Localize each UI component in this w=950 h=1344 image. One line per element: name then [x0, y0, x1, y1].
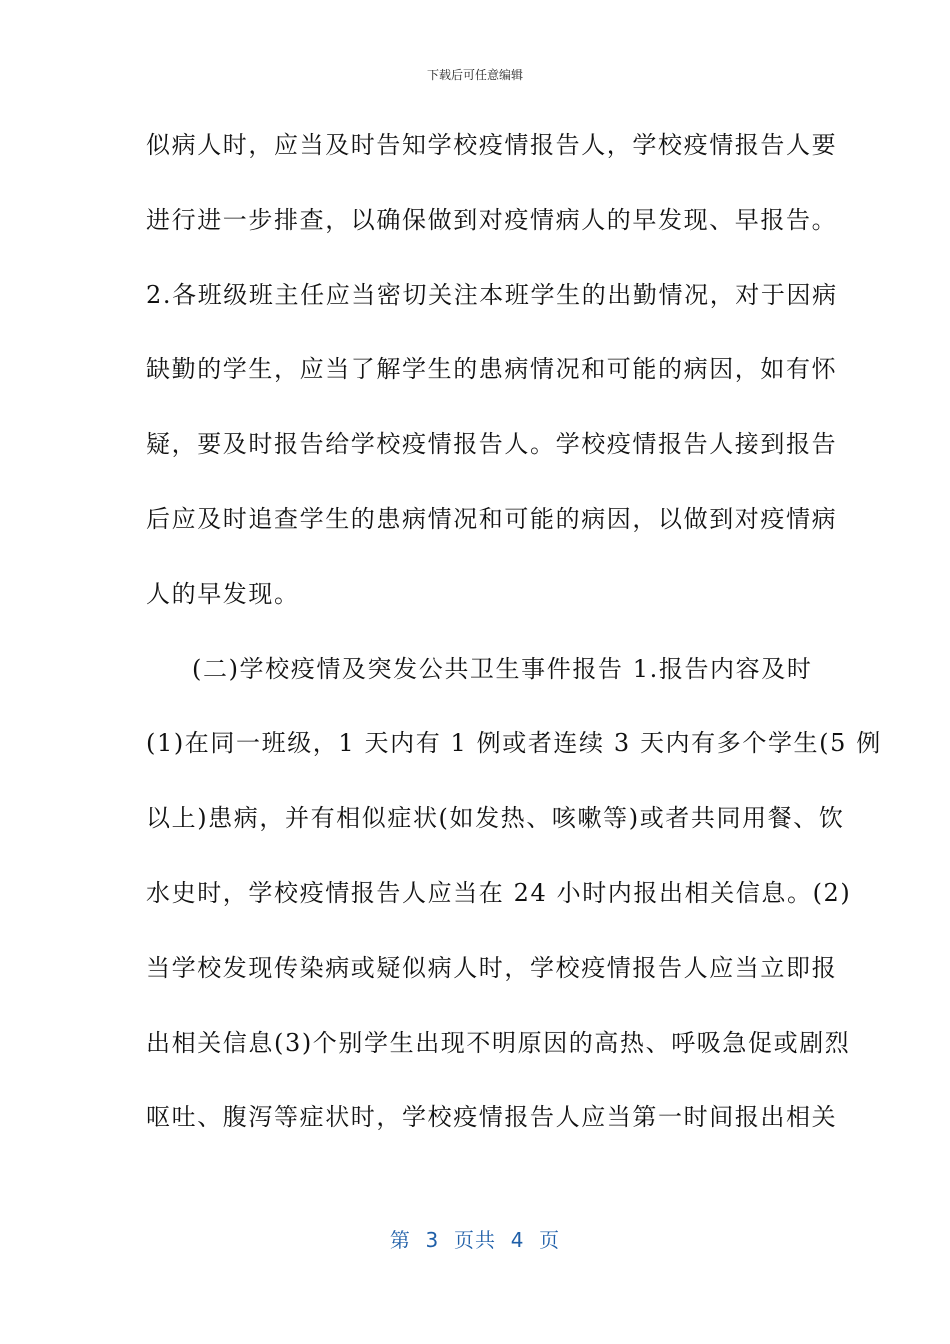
- text-line: 呕吐、腹泻等症状时，学校疫情报告人应当第一时间报出相关: [146, 1103, 838, 1132]
- text-line: 进行进一步排查，以确保做到对疫情病人的早发现、早报告。: [146, 205, 838, 234]
- text-line: 以上)患病，并有相似症状(如发热、咳嗽等)或者共同用餐、饮: [146, 804, 845, 833]
- text-line: 2.各班级班主任应当密切关注本班学生的出勤情况，对于因病: [146, 280, 838, 309]
- text-line: 水史时，学校疫情报告人应当在 24 小时内报出相关信息。(2): [146, 878, 852, 907]
- text-line: 缺勤的学生，应当了解学生的患病情况和可能的病因，如有怀: [146, 355, 838, 384]
- page-number-footer: 第 3 页共 4 页: [389, 1228, 561, 1252]
- text-line: 出相关信息(3)个别学生出现不明原因的高热、呼吸急促或剧烈: [146, 1028, 851, 1057]
- section-heading-line: (二)学校疫情及突发公共卫生事件报告 1.报告内容及时: [192, 654, 813, 683]
- text-line: 后应及时追查学生的患病情况和可能的病因，以做到对疫情病: [146, 504, 838, 533]
- page-header-note: 下载后可任意编辑: [426, 68, 523, 82]
- text-line: 似病人时，应当及时告知学校疫情报告人，学校疫情报告人要: [146, 131, 838, 159]
- text-line: 疑，要及时报告给学校疫情报告人。学校疫情报告人接到报告: [146, 430, 838, 459]
- text-line: 人的早发现。: [146, 579, 300, 608]
- text-line: 当学校发现传染病或疑似病人时，学校疫情报告人应当立即报: [146, 953, 838, 982]
- document-body: [146, 125, 882, 1172]
- text-line: (1)在同一班级，1 天内有 1 例或者连续 3 天内有多个学生(5 例: [146, 729, 882, 758]
